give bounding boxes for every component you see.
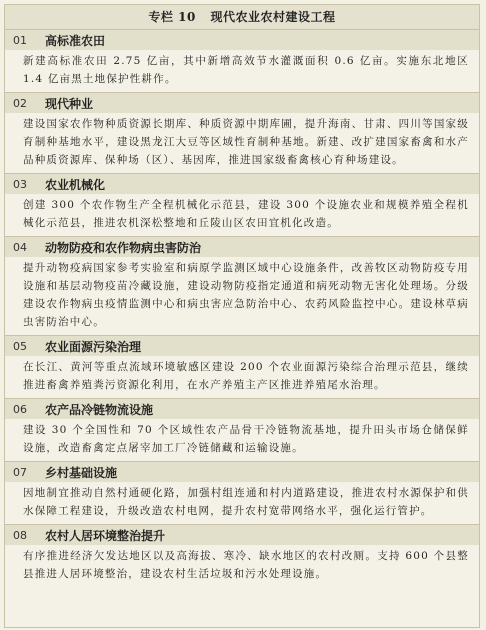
section-header <box>5 462 479 482</box>
section-08 <box>5 525 479 587</box>
column-header <box>5 5 479 30</box>
section-03 <box>5 174 479 237</box>
section-body: 有序推进经济欠发达地区以及高海拔、寒冷、缺水地区的农村改厕。支持 600 个县整县推进人居环境整治，建设农村生活垃圾和污水处理设施。 <box>23 550 469 580</box>
section-07 <box>5 462 479 525</box>
section-number: 03 <box>13 177 27 191</box>
section-header <box>5 336 479 356</box>
section-06 <box>5 399 479 462</box>
section-number: 07 <box>13 465 27 479</box>
column-title: 现代农业农村建设工程 <box>210 10 336 24</box>
section-header <box>5 525 479 545</box>
section-title: 高标准农田 <box>45 33 106 48</box>
section-number: 05 <box>13 339 27 353</box>
section-title: 乡村基础设施 <box>45 465 118 480</box>
section-04 <box>5 237 479 336</box>
section-body: 提升动物疫病国家参考实验室和病原学监测区域中心设施条件，改善牧区动物防疫专用设施和基层动物疫苗冷藏设施，建设动物防疫指定通道和病死动物无害化处理场。分级建设农作物病虫疫情监测中心和病虫害应急防治中心、农药风险监控中心。建设林草病虫害防治中心。 <box>23 262 469 328</box>
section-header <box>5 174 479 194</box>
section-body: 在长江、黄河等重点流域环境敏感区建设 200 个农业面源污染综合治理示范县，继续推进畜禽养殖粪污资源化利用，在水产养殖主产区推进养殖尾水治理。 <box>23 361 469 391</box>
section-header <box>5 30 479 50</box>
section-number: 04 <box>13 240 27 254</box>
section-number: 08 <box>13 528 27 542</box>
section-body: 新建高标准农田 2.75 亿亩，其中新增高效节水灌溉面积 0.6 亿亩。实施东北地区 1.4 亿亩黑土地保护性耕作。 <box>23 55 469 85</box>
section-number: 06 <box>13 402 27 416</box>
section-number: 01 <box>13 33 27 47</box>
section-header <box>5 237 479 257</box>
section-header <box>5 93 479 113</box>
column-number: 专栏 10 <box>148 10 196 24</box>
section-title: 农村人居环境整治提升 <box>45 528 166 543</box>
section-02 <box>5 93 479 174</box>
section-body: 建设国家农作物种质资源长期库、种质资源中期库圃，提升海南、甘肃、四川等国家级育制种基地水平，建设黑龙江大豆等区域性育制种基地。新建、改扩建国家畜禽和水产品种质资源库、保种场（区）、基因库，推进国家级畜禽核心育种场建设。 <box>23 118 469 166</box>
section-title: 动物防疫和农作物病虫害防治 <box>45 240 202 255</box>
section-number: 02 <box>13 96 27 110</box>
section-body: 因地制宜推动自然村通硬化路，加强村组连通和村内道路建设，推进农村水源保护和供水保障工程建设，升级改造农村电网，提升农村宽带网络水平，强化运行管护。 <box>23 487 469 517</box>
section-body: 创建 300 个农作物生产全程机械化示范县，建设 300 个设施农业和规模养殖全程机械化示范县，推进农机深松整地和丘陵山区农田宜机化改造。 <box>23 199 469 229</box>
section-title: 现代种业 <box>45 96 94 111</box>
section-title: 农产品冷链物流设施 <box>45 402 154 417</box>
section-05 <box>5 336 479 399</box>
column-box <box>4 4 480 628</box>
section-body: 建设 30 个全国性和 70 个区域性农产品骨干冷链物流基地，提升田头市场仓储保鲜设施，改造畜禽定点屠宰加工厂冷链储藏和运输设施。 <box>23 424 469 454</box>
section-title: 农业机械化 <box>45 177 106 192</box>
section-title: 农业面源污染治理 <box>45 339 142 354</box>
section-header <box>5 399 479 419</box>
section-01 <box>5 30 479 93</box>
